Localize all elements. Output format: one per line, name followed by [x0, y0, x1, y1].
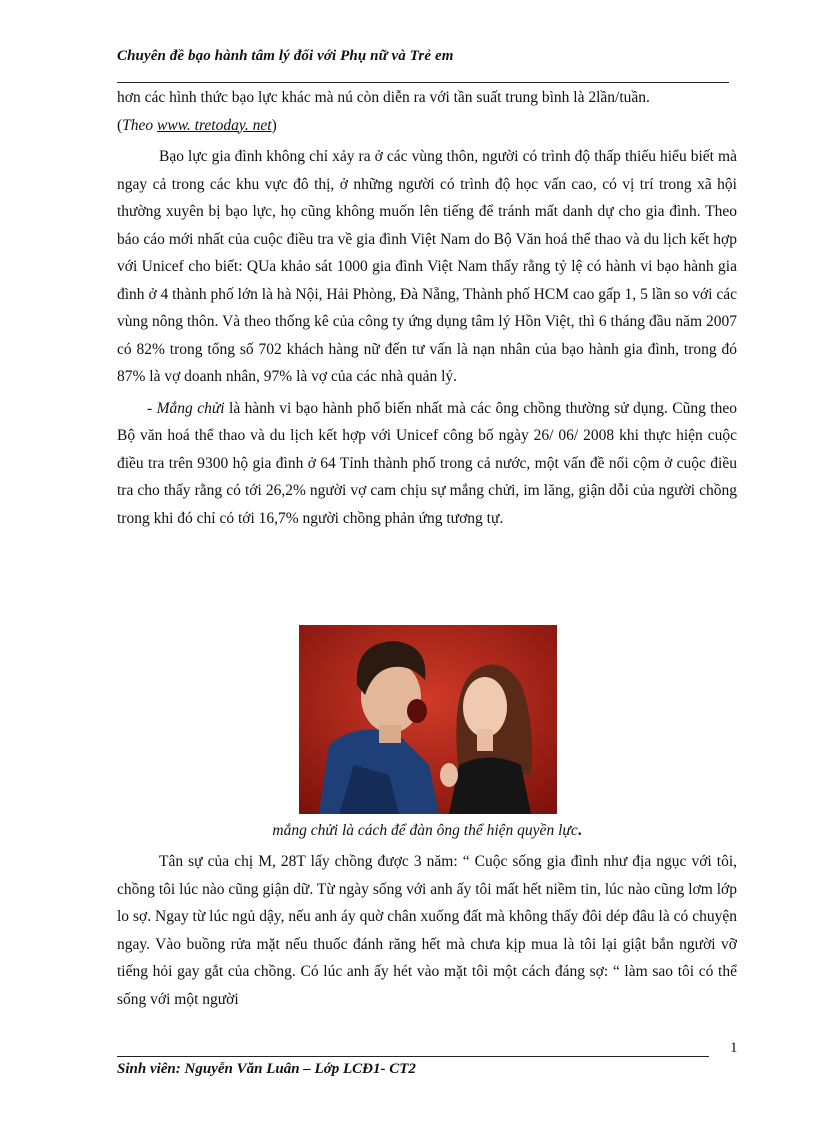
body-text-lower	[117, 848, 737, 1013]
citation-link[interactable]: www. tretoday. net	[157, 116, 272, 134]
paragraph-case-story: Tân sự của chị M, 28T lấy chồng được 3 năm: “ Cuộc sống gia đình như địa ngục với tôi, chồng tôi lúc nào cũng giận dữ. Từ ngày sống với anh ấy tôi mất hết niềm tin, lúc nào cũng lơm lớp lo sợ. Ngay từ lúc ngủ dậy, nếu anh áy quờ chân xuống đất mà không thấy đôi dép đâu là có chuyện ngay. Vào buồng rửa mặt nếu thuốc đánh răng hết mà chưa kịp mua là tôi lại giật bắn người vỡ tiếng hỏi gay gắt của chồng. Có lúc anh ấy hét vào mặt tôi một cách đáng sợ: “ làm sao tôi có thể sống với một người	[117, 853, 737, 1008]
paragraph-continuation	[117, 84, 737, 139]
citation-close: )	[271, 116, 277, 134]
man-mouth	[407, 699, 427, 723]
woman-hand	[440, 763, 458, 787]
citation-open: (	[117, 116, 123, 134]
continuation-line: hơn các hình thức bạo lực khác mà nú còn diễn ra với tần suất trung bình là 2lần/tuần.	[117, 89, 650, 106]
man-neck	[379, 725, 401, 743]
page-header-title: Chuyên đề bạo hành tâm lý đối với Phụ nữ và Trẻ em	[117, 48, 454, 64]
bullet-dash: -	[147, 399, 157, 417]
figure-caption-text: mắng chửi là cách để đàn ông thể hiện quyền lực	[272, 822, 578, 839]
woman-top	[449, 758, 531, 815]
term-mang-chui: Mắng chửi	[156, 399, 225, 417]
woman-neck	[477, 729, 493, 751]
couple-arguing-photo	[299, 625, 557, 814]
paragraph-urban-violence: Bạo lực gia đình không chỉ xảy ra ở các vùng thôn, người có trình độ thấp thiếu hiểu biết mà ngay cả trong các khu vực đô thị, ở những người có trình độ học vấn cao, có vị trí trong xã hội thường xuyên bị bạo lực, họ cũng không muốn lên tiếng để tránh mất danh dự cho gia đình. Theo báo cáo mới nhất của cuộc điều tra về gia đình Việt Nam do Bộ Văn hoá thể thao và du lịch kết hợp với Unicef cho biết: QUa khảo sát 1000 gia đình Việt Nam thấy rằng tỷ lệ có hành vi bạo hành gia đình ở 4 thành phố lớn là hà Nội, Hải Phòng, Đà Nẵng, Thành phố HCM cao gấp 1, 5 lần so với các vùng nông thôn. Và theo thống kê của công ty ứng dụng tâm lý Hồn Việt, thì 6 tháng đầu năm 2007 có 82% trong tổng số 702 khách hàng nữ đến tư vấn là nạn nhân của bạo hành gia đình, trong đó 87% là vợ doanh nhân, 97% là vợ của các nhà quản lý.	[117, 148, 737, 385]
woman-face	[463, 677, 507, 737]
footer-rule	[117, 1056, 709, 1057]
paragraph-verbal-abuse	[117, 395, 737, 533]
header-rule	[117, 82, 729, 83]
figure-caption	[117, 822, 737, 840]
photo-illustration	[299, 625, 557, 814]
figure-caption-period: .	[577, 822, 582, 839]
paragraph-verbal-abuse-text: là hành vi bạo hành phổ biến nhất mà các ông chồng thường sử dụng. Cũng theo Bộ văn hoá thể thao và du lịch kết hợp với Unicef công bố ngày 26/ 06/ 2008 khi thực hiện cuộc điều tra trên 9300 hộ gia đình ở 64 Tỉnh thành phố trong cả nước, một vấn đề nổi cộm ở cuộc điều tra cho thấy rằng có tới 26,2% người vợ cam chịu sự mắng chửi, im lăng, giận dỗi của người chồng trong khi đó chỉ có tới 16,7% người chồng phản ứng tương tự.	[117, 399, 737, 527]
footer-student-info: Sinh viên: Nguyễn Văn Luân – Lớp LCĐ1- CT2	[117, 1061, 416, 1077]
page-number: 1	[730, 1040, 738, 1056]
citation-theo: Theo	[122, 116, 158, 134]
body-text	[117, 84, 737, 532]
